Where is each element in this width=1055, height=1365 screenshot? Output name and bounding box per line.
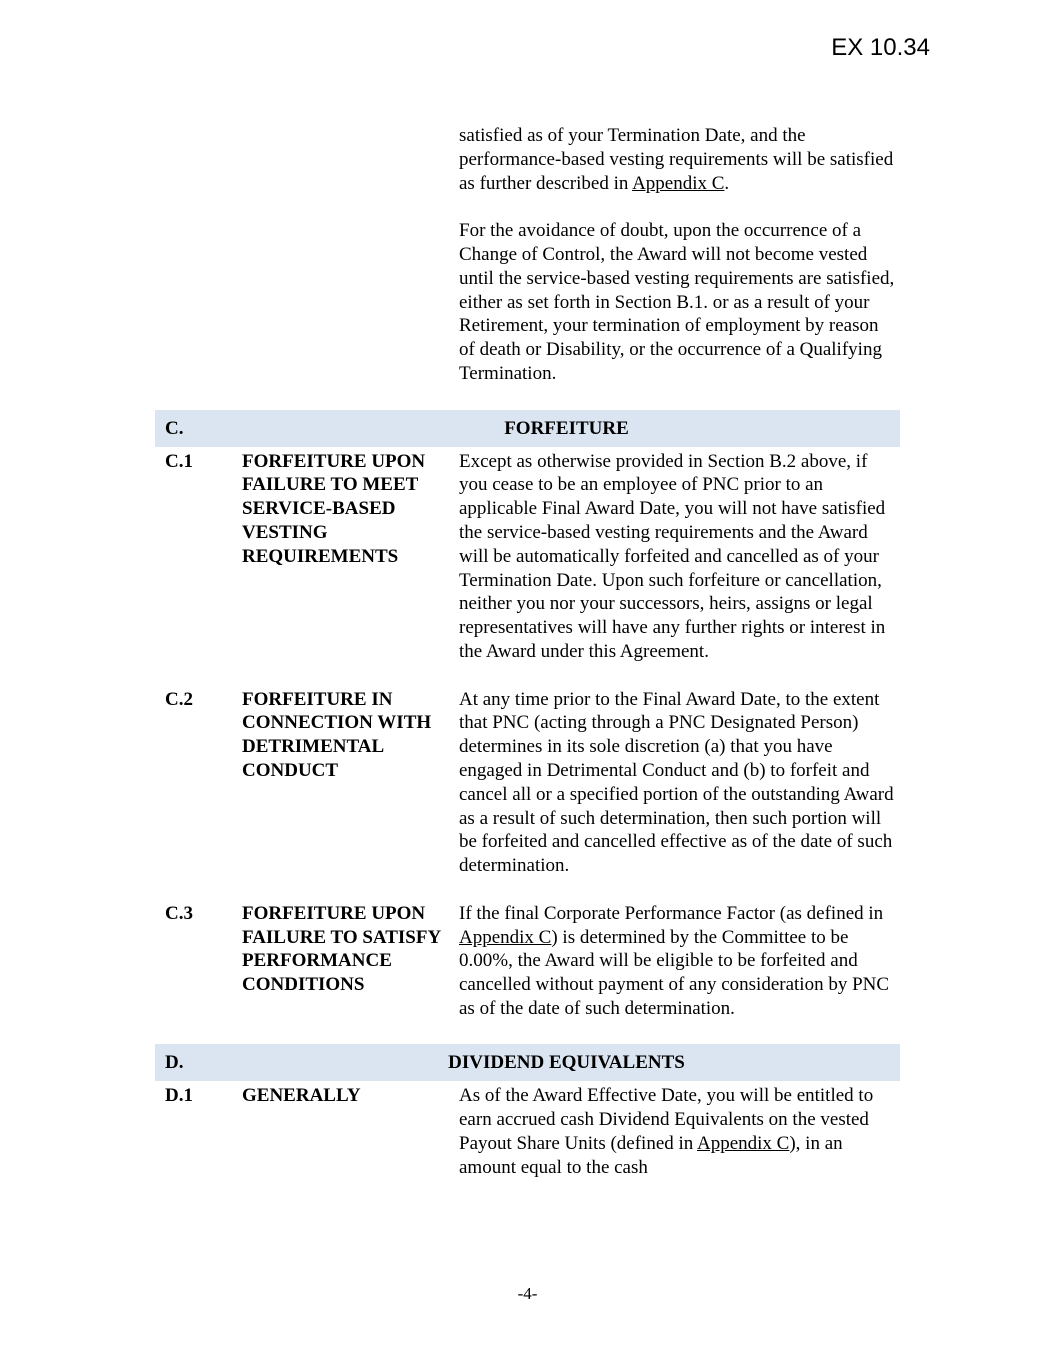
clause-d1-number: D.1 <box>165 1085 193 1107</box>
document-page <box>155 124 900 1180</box>
clause-c1-text: Except as otherwise provided in Section B.2 above, if you cease to be an employee of PNC prior to an applicable Final Award Date, you will not have satisfied the service-based vesting requirements and the Award will be automatically forfeited and cancelled as of your Termination Date. Upon such forfeiture or cancellation, neither you nor your successors, heirs, assigns or legal representatives will have any further rights or interest in the Award under this Agreement. <box>459 450 886 662</box>
section-c-number: C. <box>165 417 184 439</box>
appendix-c-link[interactable]: Appendix C <box>459 926 552 948</box>
clause-c3 <box>155 902 900 1021</box>
clause-c1-number: C.1 <box>165 450 193 472</box>
clause-d1-text <box>459 1084 899 1179</box>
clause-c3-number: C.3 <box>165 902 193 924</box>
intro-continuation <box>459 124 899 386</box>
clause-c3-text-b: ) is determined by the Committee to be 0.00%, the Award will be eligible to be forfeited and cancelled without payment of any consideration by PNC as of the date of such determination. <box>459 926 890 1019</box>
exhibit-label: EX 10.34 <box>831 34 930 61</box>
intro-text-end: . <box>724 172 730 194</box>
appendix-c-link[interactable]: Appendix C <box>697 1133 790 1155</box>
clause-d1 <box>155 1084 900 1179</box>
intro-paragraph-1 <box>459 124 899 195</box>
clause-d1-text-a: As of the Award Effective Date, you will be entitled to earn accrued cash Dividend Equivalents on the vested Payout Share Units (defined in <box>459 1085 874 1155</box>
intro-paragraph-2: For the avoidance of doubt, upon the occurrence of a Change of Control, the Award will not become vested until the service-based vesting requirements are satisfied, either as set forth in Section B.1. or as a result of your Retirement, your termination of employment by reason of death or Disability, or the occurrence of a Qualifying Termination. <box>459 220 895 384</box>
intro-text: satisfied as of your Termination Date, and the performance-based vesting requirements will be satisfied as further described in <box>459 125 894 194</box>
section-c-title: FORFEITURE <box>504 417 629 439</box>
clause-c1-heading: FORFEITURE UPON FAILURE TO MEET SERVICE-BASED VESTING REQUIREMENTS <box>242 450 426 567</box>
section-c-header <box>155 410 900 447</box>
clause-c3-text <box>459 902 899 1021</box>
clause-c3-text-a: If the final Corporate Performance Factor (as defined in <box>459 902 884 924</box>
clause-d1-text-b: ), in an amount equal to the cash <box>459 1133 843 1178</box>
appendix-c-link[interactable]: Appendix C <box>632 172 725 194</box>
clause-c1 <box>155 450 900 664</box>
page-number: -4- <box>517 1284 538 1303</box>
section-d-number: D. <box>165 1052 184 1074</box>
clause-c2-number: C.2 <box>165 688 193 710</box>
clause-c3-heading: FORFEITURE UPON FAILURE TO SATISFY PERFORMANCE CONDITIONS <box>242 902 441 996</box>
clause-c2 <box>155 688 900 878</box>
clause-c2-text: At any time prior to the Final Award Date, to the extent that PNC (acting through a PNC Designated Person) determines in its sole discretion (a) that you have engaged in Detrimental Conduct and (b) to forfeit and cancel all or a specified portion of the outstanding Award as a result of such determination, then such portion will be forfeited and cancelled effective as of the date of such determination. <box>459 688 894 877</box>
section-d-header <box>155 1044 900 1081</box>
clause-d1-heading: GENERALLY <box>242 1085 361 1107</box>
section-d-title: DIVIDEND EQUIVALENTS <box>448 1052 685 1074</box>
clause-c2-heading: FORFEITURE IN CONNECTION WITH DETRIMENTAL CONDUCT <box>242 688 432 781</box>
